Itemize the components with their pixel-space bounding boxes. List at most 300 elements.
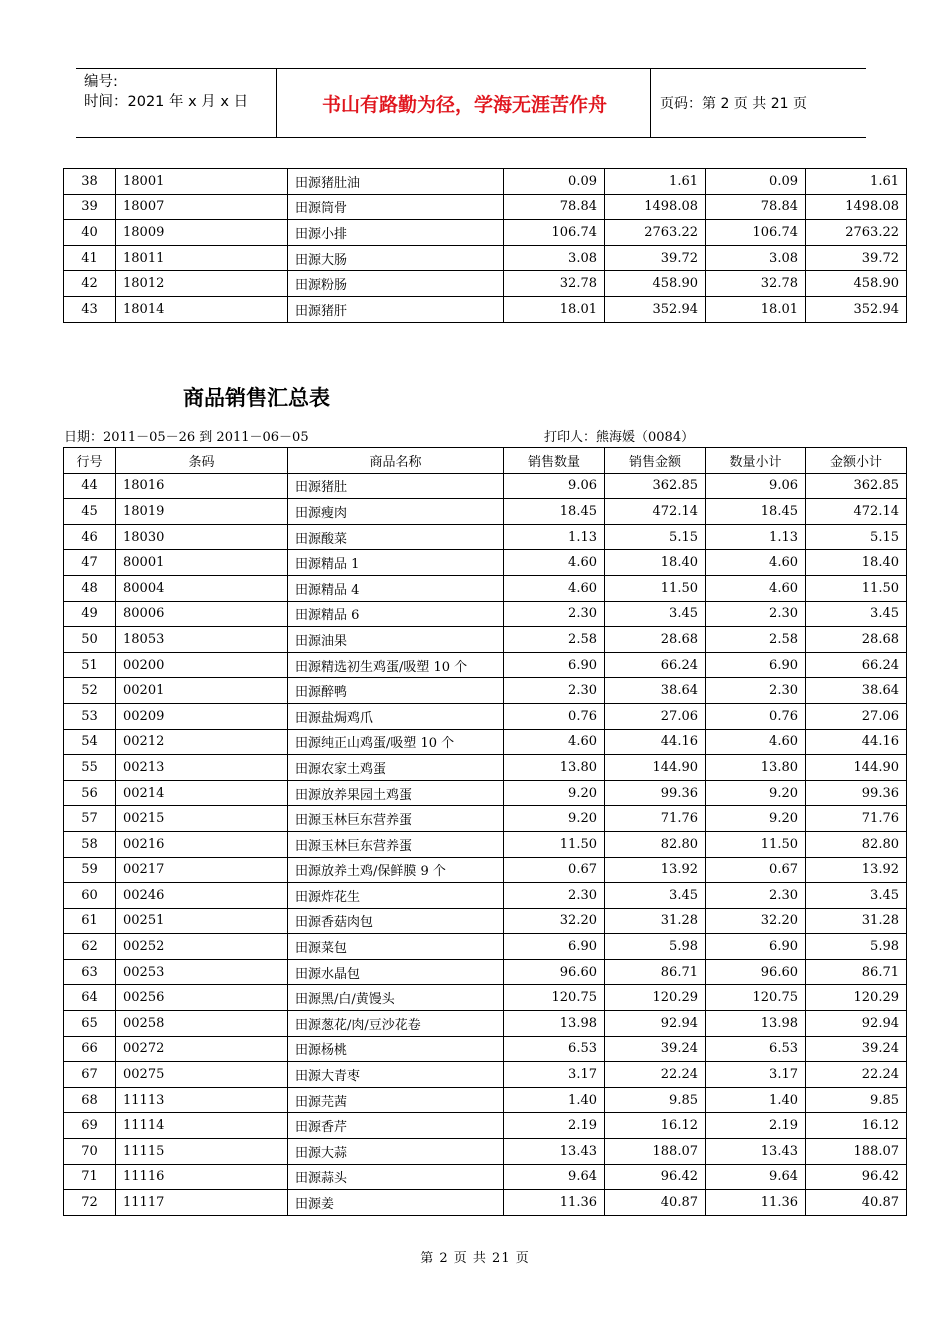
barcode-cell: 00217	[116, 857, 288, 883]
product-name-cell: 田源纯正山鸡蛋/吸塑 10 个	[288, 729, 504, 755]
barcode-cell: 18007	[116, 194, 288, 220]
amount-subtotal-cell: 3.45	[806, 601, 907, 627]
qty-subtotal-cell: 1.40	[706, 1087, 806, 1113]
amount-subtotal-cell: 39.72	[806, 245, 907, 271]
table-row	[64, 194, 907, 220]
row-no-cell: 47	[64, 550, 116, 576]
table-row	[64, 1011, 907, 1037]
table-row	[64, 729, 907, 755]
column-header-sales-qty: 销售数量	[504, 448, 605, 474]
sales-qty-cell: 9.20	[504, 806, 605, 832]
sales-qty-cell: 0.09	[504, 169, 605, 195]
row-no-cell: 43	[64, 296, 116, 322]
product-name-cell: 田源农家土鸡蛋	[288, 755, 504, 781]
barcode-cell: 18011	[116, 245, 288, 271]
table-row	[64, 883, 907, 909]
table-row	[64, 169, 907, 195]
sales-amount-cell: 13.92	[605, 857, 706, 883]
product-name-cell: 田源粉肠	[288, 271, 504, 297]
qty-subtotal-cell: 0.76	[706, 703, 806, 729]
amount-subtotal-cell: 188.07	[806, 1139, 907, 1165]
row-no-cell: 50	[64, 627, 116, 653]
sales-qty-cell: 2.19	[504, 1113, 605, 1139]
report-title: 商品销售汇总表	[183, 386, 330, 410]
qty-subtotal-cell: 2.19	[706, 1113, 806, 1139]
table-row	[64, 678, 907, 704]
sales-qty-cell: 0.76	[504, 703, 605, 729]
barcode-cell: 18053	[116, 627, 288, 653]
qty-subtotal-cell: 9.20	[706, 806, 806, 832]
product-name-cell: 田源猪肚	[288, 473, 504, 499]
amount-subtotal-cell: 3.45	[806, 883, 907, 909]
amount-subtotal-cell: 16.12	[806, 1113, 907, 1139]
barcode-cell: 11115	[116, 1139, 288, 1165]
qty-subtotal-cell: 96.60	[706, 959, 806, 985]
sales-amount-cell: 66.24	[605, 652, 706, 678]
amount-subtotal-cell: 11.50	[806, 575, 907, 601]
sales-amount-cell: 31.28	[605, 908, 706, 934]
qty-subtotal-cell: 11.36	[706, 1190, 806, 1216]
row-no-cell: 45	[64, 499, 116, 525]
column-header-barcode: 条码	[116, 448, 288, 474]
barcode-cell: 18019	[116, 499, 288, 525]
product-name-cell: 田源精品 6	[288, 601, 504, 627]
document-header	[76, 68, 866, 138]
sales-amount-cell: 11.50	[605, 575, 706, 601]
barcode-cell: 00253	[116, 959, 288, 985]
sales-amount-cell: 82.80	[605, 831, 706, 857]
product-name-cell: 田源醉鸭	[288, 678, 504, 704]
qty-subtotal-cell: 2.30	[706, 601, 806, 627]
sales-amount-cell: 96.42	[605, 1164, 706, 1190]
sales-summary-table	[63, 447, 907, 1216]
qty-subtotal-cell: 13.80	[706, 755, 806, 781]
sales-qty-cell: 1.13	[504, 524, 605, 550]
sales-amount-cell: 28.68	[605, 627, 706, 653]
qty-subtotal-cell: 78.84	[706, 194, 806, 220]
table-row	[64, 985, 907, 1011]
sales-amount-cell: 39.72	[605, 245, 706, 271]
barcode-cell: 00252	[116, 934, 288, 960]
row-no-cell: 48	[64, 575, 116, 601]
amount-subtotal-cell: 1498.08	[806, 194, 907, 220]
product-name-cell: 田源放养果园土鸡蛋	[288, 780, 504, 806]
row-no-cell: 67	[64, 1062, 116, 1088]
column-header-sales-amount: 销售金额	[605, 448, 706, 474]
amount-subtotal-cell: 1.61	[806, 169, 907, 195]
table-row	[64, 831, 907, 857]
table-row	[64, 1164, 907, 1190]
sales-amount-cell: 16.12	[605, 1113, 706, 1139]
amount-subtotal-cell: 66.24	[806, 652, 907, 678]
product-name-cell: 田源筒骨	[288, 194, 504, 220]
barcode-cell: 18014	[116, 296, 288, 322]
sales-amount-cell: 3.45	[605, 601, 706, 627]
product-name-cell: 田源玉林巨东营养蛋	[288, 806, 504, 832]
row-no-cell: 62	[64, 934, 116, 960]
sales-qty-cell: 2.30	[504, 883, 605, 909]
amount-subtotal-cell: 472.14	[806, 499, 907, 525]
sales-amount-cell: 22.24	[605, 1062, 706, 1088]
qty-subtotal-cell: 0.67	[706, 857, 806, 883]
table-row	[64, 857, 907, 883]
row-no-cell: 69	[64, 1113, 116, 1139]
qty-subtotal-cell: 9.06	[706, 473, 806, 499]
sales-amount-cell: 144.90	[605, 755, 706, 781]
barcode-cell: 00256	[116, 985, 288, 1011]
sales-amount-cell: 2763.22	[605, 220, 706, 246]
sales-qty-cell: 6.90	[504, 934, 605, 960]
sales-amount-cell: 92.94	[605, 1011, 706, 1037]
table-row	[64, 908, 907, 934]
amount-subtotal-cell: 96.42	[806, 1164, 907, 1190]
sales-qty-cell: 11.50	[504, 831, 605, 857]
table-row	[64, 780, 907, 806]
qty-subtotal-cell: 120.75	[706, 985, 806, 1011]
product-name-cell: 田源精品 4	[288, 575, 504, 601]
sales-qty-cell: 9.64	[504, 1164, 605, 1190]
header-divider	[276, 69, 277, 137]
barcode-cell: 18001	[116, 169, 288, 195]
header-motto: 书山有路勤为径，学海无涯苦作舟	[321, 93, 607, 116]
barcode-cell: 00216	[116, 831, 288, 857]
row-no-cell: 71	[64, 1164, 116, 1190]
number-label: 编号:	[84, 74, 118, 90]
sales-amount-cell: 188.07	[605, 1139, 706, 1165]
table-row	[64, 575, 907, 601]
product-name-cell: 田源瘦肉	[288, 499, 504, 525]
sales-qty-cell: 9.20	[504, 780, 605, 806]
table-row	[64, 1062, 907, 1088]
sales-amount-cell: 86.71	[605, 959, 706, 985]
qty-subtotal-cell: 106.74	[706, 220, 806, 246]
barcode-cell: 80001	[116, 550, 288, 576]
qty-subtotal-cell: 4.60	[706, 729, 806, 755]
sales-qty-cell: 1.40	[504, 1087, 605, 1113]
column-header-qty-subtotal: 数量小计	[706, 448, 806, 474]
sales-qty-cell: 18.01	[504, 296, 605, 322]
sales-amount-cell: 472.14	[605, 499, 706, 525]
table-row	[64, 703, 907, 729]
amount-subtotal-cell: 9.85	[806, 1087, 907, 1113]
sales-qty-cell: 2.30	[504, 601, 605, 627]
sales-qty-cell: 13.80	[504, 755, 605, 781]
qty-subtotal-cell: 11.50	[706, 831, 806, 857]
sales-amount-cell: 3.45	[605, 883, 706, 909]
row-no-cell: 39	[64, 194, 116, 220]
table-row	[64, 550, 907, 576]
row-no-cell: 52	[64, 678, 116, 704]
sales-qty-cell: 11.36	[504, 1190, 605, 1216]
qty-subtotal-cell: 2.58	[706, 627, 806, 653]
qty-subtotal-cell: 4.60	[706, 550, 806, 576]
amount-subtotal-cell: 18.40	[806, 550, 907, 576]
sales-qty-cell: 6.53	[504, 1036, 605, 1062]
qty-subtotal-cell: 3.08	[706, 245, 806, 271]
table-row	[64, 806, 907, 832]
sales-amount-cell: 39.24	[605, 1036, 706, 1062]
barcode-cell: 00246	[116, 883, 288, 909]
qty-subtotal-cell: 18.01	[706, 296, 806, 322]
product-name-cell: 田源杨桃	[288, 1036, 504, 1062]
sales-amount-cell: 5.15	[605, 524, 706, 550]
table-row	[64, 1087, 907, 1113]
product-name-cell: 田源小排	[288, 220, 504, 246]
product-name-cell: 田源姜	[288, 1190, 504, 1216]
column-header-product-name: 商品名称	[288, 448, 504, 474]
row-no-cell: 60	[64, 883, 116, 909]
amount-subtotal-cell: 31.28	[806, 908, 907, 934]
amount-subtotal-cell: 86.71	[806, 959, 907, 985]
sales-amount-cell: 362.85	[605, 473, 706, 499]
sales-qty-cell: 96.60	[504, 959, 605, 985]
barcode-cell: 00215	[116, 806, 288, 832]
sales-amount-cell: 1498.08	[605, 194, 706, 220]
sales-qty-cell: 18.45	[504, 499, 605, 525]
table-row	[64, 296, 907, 322]
row-no-cell: 54	[64, 729, 116, 755]
header-row	[64, 448, 907, 474]
barcode-cell: 18009	[116, 220, 288, 246]
header-meta	[84, 72, 274, 112]
product-name-cell: 田源精选初生鸡蛋/吸塑 10 个	[288, 652, 504, 678]
column-header-row-no: 行号	[64, 448, 116, 474]
product-name-cell: 田源猪肚油	[288, 169, 504, 195]
barcode-cell: 00209	[116, 703, 288, 729]
amount-subtotal-cell: 352.94	[806, 296, 907, 322]
table-row	[64, 245, 907, 271]
barcode-cell: 11113	[116, 1087, 288, 1113]
sales-summary-table-body	[64, 473, 907, 1215]
barcode-cell: 00258	[116, 1011, 288, 1037]
sales-qty-cell: 3.17	[504, 1062, 605, 1088]
amount-subtotal-cell: 82.80	[806, 831, 907, 857]
product-name-cell: 田源大青枣	[288, 1062, 504, 1088]
qty-subtotal-cell: 2.30	[706, 883, 806, 909]
sales-qty-cell: 120.75	[504, 985, 605, 1011]
amount-subtotal-cell: 40.87	[806, 1190, 907, 1216]
amount-subtotal-cell: 28.68	[806, 627, 907, 653]
sales-qty-cell: 4.60	[504, 550, 605, 576]
sales-qty-cell: 6.90	[504, 652, 605, 678]
qty-subtotal-cell: 18.45	[706, 499, 806, 525]
row-no-cell: 59	[64, 857, 116, 883]
barcode-cell: 80004	[116, 575, 288, 601]
continuation-table-body	[64, 169, 907, 323]
qty-subtotal-cell: 9.20	[706, 780, 806, 806]
sales-amount-cell: 38.64	[605, 678, 706, 704]
barcode-cell: 11116	[116, 1164, 288, 1190]
sales-amount-cell: 5.98	[605, 934, 706, 960]
row-no-cell: 49	[64, 601, 116, 627]
table-header	[64, 448, 907, 474]
row-no-cell: 72	[64, 1190, 116, 1216]
sales-qty-cell: 32.20	[504, 908, 605, 934]
amount-subtotal-cell: 44.16	[806, 729, 907, 755]
product-name-cell: 田源酸菜	[288, 524, 504, 550]
qty-subtotal-cell: 32.20	[706, 908, 806, 934]
barcode-cell: 00212	[116, 729, 288, 755]
sales-qty-cell: 78.84	[504, 194, 605, 220]
sales-qty-cell: 2.58	[504, 627, 605, 653]
row-no-cell: 65	[64, 1011, 116, 1037]
sales-amount-cell: 27.06	[605, 703, 706, 729]
header-divider	[650, 69, 651, 137]
product-name-cell: 田源玉林巨东营养蛋	[288, 831, 504, 857]
qty-subtotal-cell: 9.64	[706, 1164, 806, 1190]
product-name-cell: 田源大肠	[288, 245, 504, 271]
amount-subtotal-cell: 92.94	[806, 1011, 907, 1037]
row-no-cell: 61	[64, 908, 116, 934]
qty-subtotal-cell: 6.90	[706, 934, 806, 960]
sales-amount-cell: 458.90	[605, 271, 706, 297]
qty-subtotal-cell: 2.30	[706, 678, 806, 704]
table-row	[64, 524, 907, 550]
product-name-cell: 田源盐焗鸡爪	[288, 703, 504, 729]
page-footer: 第 2 页 共 21 页	[420, 1251, 530, 1266]
barcode-cell: 18012	[116, 271, 288, 297]
continuation-table	[63, 168, 907, 323]
table-row	[64, 499, 907, 525]
sales-amount-cell: 71.76	[605, 806, 706, 832]
product-name-cell: 田源黑/白/黄馒头	[288, 985, 504, 1011]
product-name-cell: 田源大蒜	[288, 1139, 504, 1165]
sales-qty-cell: 4.60	[504, 729, 605, 755]
table-row	[64, 934, 907, 960]
table-row	[64, 473, 907, 499]
row-no-cell: 70	[64, 1139, 116, 1165]
amount-subtotal-cell: 144.90	[806, 755, 907, 781]
table-row	[64, 627, 907, 653]
product-name-cell: 田源炸花生	[288, 883, 504, 909]
barcode-cell: 00201	[116, 678, 288, 704]
product-name-cell: 田源葱花/肉/豆沙花卷	[288, 1011, 504, 1037]
row-no-cell: 66	[64, 1036, 116, 1062]
sales-qty-cell: 13.43	[504, 1139, 605, 1165]
row-no-cell: 41	[64, 245, 116, 271]
barcode-cell: 18016	[116, 473, 288, 499]
sales-qty-cell: 3.08	[504, 245, 605, 271]
amount-subtotal-cell: 99.36	[806, 780, 907, 806]
amount-subtotal-cell: 22.24	[806, 1062, 907, 1088]
product-name-cell: 田源精品 1	[288, 550, 504, 576]
barcode-cell: 00213	[116, 755, 288, 781]
amount-subtotal-cell: 39.24	[806, 1036, 907, 1062]
product-name-cell: 田源香菇肉包	[288, 908, 504, 934]
row-no-cell: 68	[64, 1087, 116, 1113]
time-label: 时间：2021 年 x 月 x 日	[84, 94, 249, 110]
amount-subtotal-cell: 13.92	[806, 857, 907, 883]
table-row	[64, 959, 907, 985]
sales-qty-cell: 2.30	[504, 678, 605, 704]
product-name-cell: 田源蒜头	[288, 1164, 504, 1190]
table-row	[64, 220, 907, 246]
product-name-cell: 田源猪肝	[288, 296, 504, 322]
qty-subtotal-cell: 6.53	[706, 1036, 806, 1062]
table-row	[64, 601, 907, 627]
report-date-range: 日期：2011－05－26 到 2011－06－05	[64, 430, 309, 445]
product-name-cell: 田源芫茜	[288, 1087, 504, 1113]
product-name-cell: 田源水晶包	[288, 959, 504, 985]
amount-subtotal-cell: 362.85	[806, 473, 907, 499]
row-no-cell: 40	[64, 220, 116, 246]
table-row	[64, 1113, 907, 1139]
product-name-cell: 田源菜包	[288, 934, 504, 960]
amount-subtotal-cell: 458.90	[806, 271, 907, 297]
sales-amount-cell: 9.85	[605, 1087, 706, 1113]
sales-amount-cell: 99.36	[605, 780, 706, 806]
sales-qty-cell: 4.60	[504, 575, 605, 601]
amount-subtotal-cell: 120.29	[806, 985, 907, 1011]
barcode-cell: 00272	[116, 1036, 288, 1062]
barcode-cell: 18030	[116, 524, 288, 550]
sales-qty-cell: 0.67	[504, 857, 605, 883]
amount-subtotal-cell: 2763.22	[806, 220, 907, 246]
barcode-cell: 00275	[116, 1062, 288, 1088]
row-no-cell: 63	[64, 959, 116, 985]
sales-qty-cell: 32.78	[504, 271, 605, 297]
qty-subtotal-cell: 1.13	[706, 524, 806, 550]
product-name-cell: 田源香芹	[288, 1113, 504, 1139]
barcode-cell: 11117	[116, 1190, 288, 1216]
table-row	[64, 755, 907, 781]
barcode-cell: 11114	[116, 1113, 288, 1139]
report-printer: 打印人：熊海媛（0084）	[544, 430, 695, 445]
sales-amount-cell: 44.16	[605, 729, 706, 755]
qty-subtotal-cell: 32.78	[706, 271, 806, 297]
product-name-cell: 田源放养土鸡/保鲜膜 9 个	[288, 857, 504, 883]
amount-subtotal-cell: 27.06	[806, 703, 907, 729]
qty-subtotal-cell: 6.90	[706, 652, 806, 678]
row-no-cell: 44	[64, 473, 116, 499]
product-name-cell: 田源油果	[288, 627, 504, 653]
row-no-cell: 58	[64, 831, 116, 857]
sales-amount-cell: 40.87	[605, 1190, 706, 1216]
row-no-cell: 64	[64, 985, 116, 1011]
sales-qty-cell: 13.98	[504, 1011, 605, 1037]
row-no-cell: 57	[64, 806, 116, 832]
qty-subtotal-cell: 3.17	[706, 1062, 806, 1088]
table-row	[64, 1190, 907, 1216]
qty-subtotal-cell: 13.43	[706, 1139, 806, 1165]
barcode-cell: 00200	[116, 652, 288, 678]
sales-amount-cell: 120.29	[605, 985, 706, 1011]
table-row	[64, 271, 907, 297]
column-header-amount-subtotal: 金额小计	[806, 448, 907, 474]
row-no-cell: 53	[64, 703, 116, 729]
row-no-cell: 56	[64, 780, 116, 806]
row-no-cell: 42	[64, 271, 116, 297]
amount-subtotal-cell: 71.76	[806, 806, 907, 832]
sales-amount-cell: 18.40	[605, 550, 706, 576]
qty-subtotal-cell: 4.60	[706, 575, 806, 601]
sales-amount-cell: 352.94	[605, 296, 706, 322]
barcode-cell: 00214	[116, 780, 288, 806]
row-no-cell: 55	[64, 755, 116, 781]
row-no-cell: 51	[64, 652, 116, 678]
sales-qty-cell: 106.74	[504, 220, 605, 246]
barcode-cell: 00251	[116, 908, 288, 934]
sales-qty-cell: 9.06	[504, 473, 605, 499]
row-no-cell: 38	[64, 169, 116, 195]
sales-amount-cell: 1.61	[605, 169, 706, 195]
amount-subtotal-cell: 5.15	[806, 524, 907, 550]
amount-subtotal-cell: 5.98	[806, 934, 907, 960]
qty-subtotal-cell: 0.09	[706, 169, 806, 195]
row-no-cell: 46	[64, 524, 116, 550]
barcode-cell: 80006	[116, 601, 288, 627]
qty-subtotal-cell: 13.98	[706, 1011, 806, 1037]
